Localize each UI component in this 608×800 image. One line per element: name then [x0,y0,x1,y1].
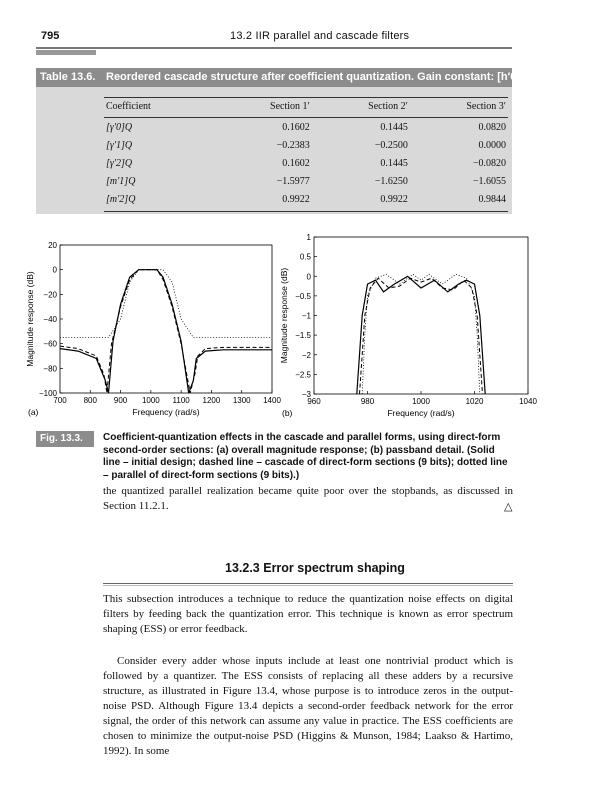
y-tick-label: −100 [38,389,57,398]
table-row [104,118,508,137]
chart-overall-magnitude [20,232,290,420]
series-solid-line [60,270,272,393]
table-row [104,190,508,212]
y-tick-label: −2 [301,350,311,360]
y-tick-label: 1 [306,233,311,242]
y-tick-label: −40 [43,315,57,324]
table-cell: [γ′1]Q [106,139,133,151]
table-cell: −1.5977 [276,175,310,187]
y-tick-label: −1 [301,311,311,321]
x-tick-label: 960 [307,397,321,406]
x-tick-label: 1040 [519,397,537,406]
header-rule [36,47,512,49]
x-tick-label: 800 [83,396,97,405]
table-cell: −0.2383 [276,139,310,151]
table-cell: 0.0000 [478,139,506,151]
figure-label: Fig. 13.3. [40,433,83,444]
end-of-example-mark: △ [504,501,513,513]
section-rule-light [103,585,513,586]
y-tick-label: −60 [43,339,57,349]
table-label: Table 13.6. [40,71,96,83]
plot-frame [60,245,272,393]
x-tick-label: 1400 [263,396,281,405]
y-tick-label: 0.5 [299,252,311,262]
table-cell: −0.0820 [472,157,506,169]
table-cell: [m′1]Q [106,175,136,187]
series-dotted-line [60,270,272,338]
panel-label: (b) [282,408,293,418]
x-tick-label: 1000 [141,396,160,405]
section-title: 13.2.3 Error spectrum shaping [225,561,405,575]
table-row [104,136,508,154]
y-tick-label: −0.5 [295,291,311,301]
x-tick-label: 1100 [172,396,190,405]
x-tick-label: 1000 [412,397,430,406]
column-header: Coefficient [104,98,214,118]
series-solid-line [357,276,485,394]
series-dashed-line [60,270,272,393]
table-cell: 0.1445 [380,121,408,133]
table-cell: 0.9922 [214,190,312,212]
x-tick-label: 980 [360,397,375,406]
table-cell: 0.1602 [282,121,310,133]
y-tick-label: 0 [52,265,57,275]
x-tick-label: 700 [53,396,67,405]
table-cell: [γ′2]Q [106,157,133,169]
table-cell: [m′2]Q [104,190,214,212]
column-header: Section 1′ [214,98,312,118]
panel-label: (a) [28,407,39,417]
table-cell: 0.9922 [312,190,410,212]
y-axis-label: Magnitude response (dB) [25,271,35,367]
table-row [104,154,508,172]
continuation-paragraph: the quantized parallel realization became quite poor over the stopbands, as discussed in Section 11.2.1. [103,485,513,512]
x-tick-label: 900 [113,396,128,405]
y-tick-label: 20 [48,241,57,250]
y-axis-label: Magnitude response (dB) [279,267,289,364]
x-tick-label: 1020 [465,397,484,406]
running-header: 13.2 IIR parallel and cascade filters [230,30,410,42]
table-cell: −1.6250 [374,175,408,187]
table-cell: 0.9844 [410,190,508,212]
y-tick-label: −2.5 [295,370,311,380]
y-tick-label: 0 [306,272,311,282]
x-tick-label: 1300 [232,396,251,405]
table-cell: 0.0820 [478,121,506,133]
page-number: 795 [41,30,60,42]
table-cell: 0.1445 [380,157,408,169]
y-tick-label: −80 [43,364,57,374]
y-tick-label: −3 [301,390,311,399]
chart-passband-detail [268,232,538,420]
table-cell: −1.6055 [472,175,506,187]
table-caption: Reordered cascade structure after coefficient quantization. Gain constant: [h′0]Q = 0.0742. [106,71,578,83]
column-header: Section 2′ [312,98,410,118]
plot-frame [314,237,528,394]
x-tick-label: 1200 [202,396,221,405]
y-tick-label: −20 [43,290,57,300]
table-cell: −0.2500 [374,139,408,151]
header-accent [36,50,96,55]
body-paragraph-2: Consider every adder whose inputs include at least one nontrivial product which is followed by a quantizer. The ESS consists of replacing all these adders by a recursive structure, as illustrated in Figure 13.4, whose purpose is to introduce zeros in the output-noise PSD. Although Figure 13.4 depicts a second-order feedback network for the error signal, the order of this network can assume any value in practice. The ESS coefficients are chosen to minimize the output-noise PSD (Higgins & Munson, 1984; Laakso & Hartimo, 1992). In some [103,655,513,757]
x-axis-label: Frequency (rad/s) [387,408,455,418]
body-paragraph-1: This subsection introduces a technique to reduce the quantization noise effects on digital filters by feeding back the quantization error. This technique is known as error spectrum shaping (ESS) or error feedback. [103,593,513,635]
x-axis-label: Frequency (rad/s) [132,407,200,417]
y-tick-label: −1.5 [295,331,311,341]
series-dashed-line [360,278,483,394]
table-header-row [104,98,508,118]
table-cell: [γ′0]Q [106,121,133,133]
table-cell: 0.1602 [282,157,310,169]
figure-caption: Coefficient-quantization effects in the cascade and parallel forms, using direct-form second-order sections: (a) overall magnitude response; (b) passband detail. (Solid line – initial design; dashed line – cascade of direct-form sections (9 bits); dotted line – parallel of direct-form sections (9 bits).) [103,432,508,481]
series-dotted-line [362,274,480,394]
column-header: Section 3′ [410,98,508,118]
table-row [104,172,508,190]
coefficient-table [104,97,508,212]
section-rule [103,583,513,584]
